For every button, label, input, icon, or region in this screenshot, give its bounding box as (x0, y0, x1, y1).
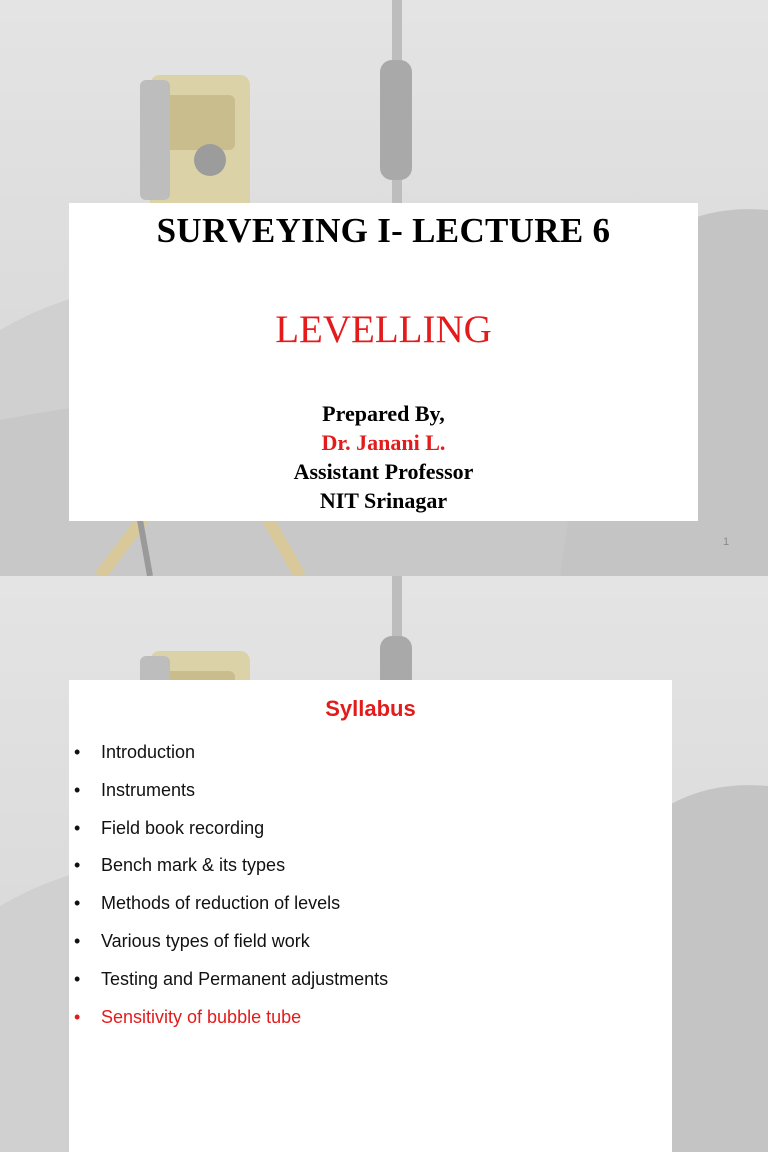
bullet-icon: • (74, 742, 81, 762)
bullet-icon: • (74, 779, 81, 800)
syllabus-item-label: Introduction (101, 742, 196, 762)
prepared-by-label: Prepared By, (322, 401, 445, 426)
author-institution: NIT Srinagar (319, 488, 448, 513)
author-name: Dr. Janani L. (321, 430, 446, 455)
syllabus-item-label: Various types of field work (101, 930, 310, 951)
bullet-icon: • (74, 1006, 81, 1027)
slide-page-number: 1 (722, 536, 730, 548)
title-box (69, 203, 698, 521)
syllabus-item-label: Testing and Permanent adjustments (101, 968, 389, 989)
slide-syllabus (0, 576, 768, 1152)
bullet-icon: • (74, 968, 81, 989)
lecture-title: SURVEYING I- LECTURE 6 (156, 211, 611, 250)
author-block (69, 399, 698, 515)
syllabus-item-label: Instruments (101, 779, 196, 800)
bullet-icon: • (74, 930, 81, 951)
syllabus-item-label: Methods of reduction of levels (101, 893, 341, 914)
author-designation: Assistant Professor (293, 459, 474, 484)
syllabus-item-label: Sensitivity of bubble tube (101, 1006, 302, 1027)
bullet-icon: • (74, 855, 81, 876)
lecture-subtitle: LEVELLING (275, 308, 492, 351)
bullet-icon: • (74, 817, 81, 838)
syllabus-heading: Syllabus (325, 696, 416, 721)
syllabus-item-label: Bench mark & its types (101, 855, 286, 876)
syllabus-box (69, 680, 672, 1152)
syllabus-item-label: Field book recording (101, 817, 265, 838)
bullet-icon: • (74, 893, 81, 914)
